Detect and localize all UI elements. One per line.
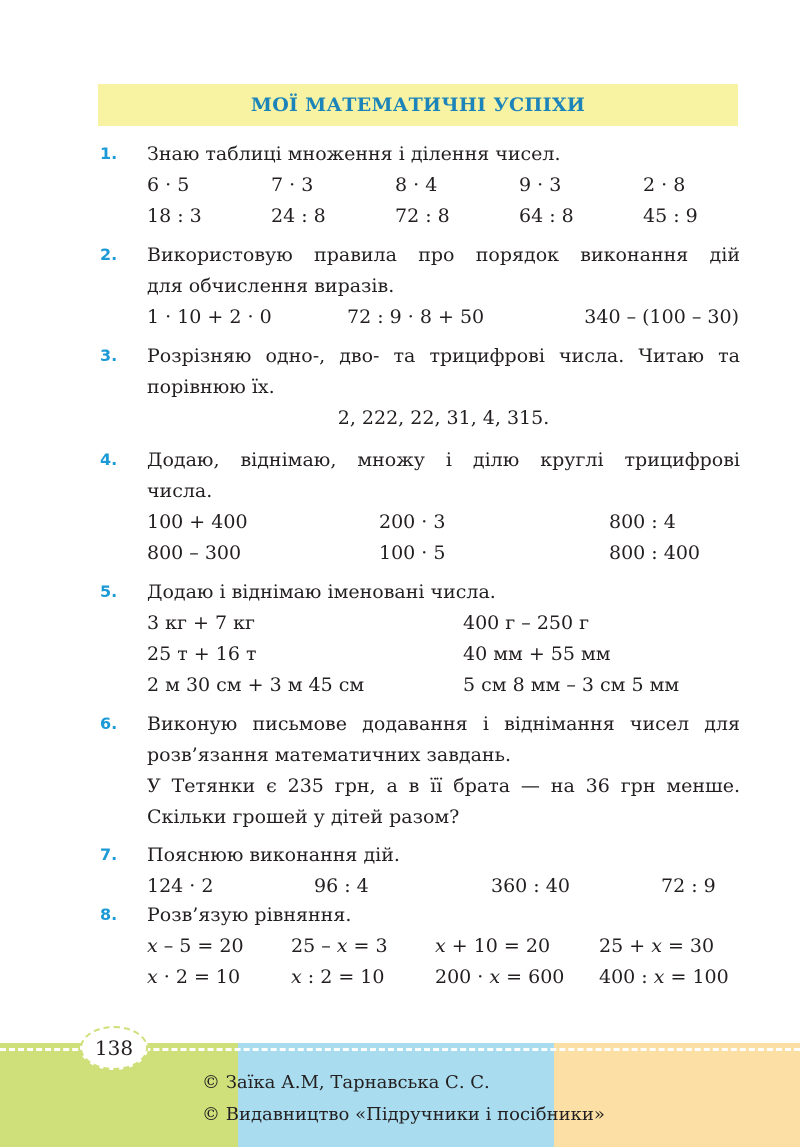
expression: 40 мм + 55 мм bbox=[463, 643, 611, 665]
copyright-authors: © Заїка А.М, Тарнавська С. С. bbox=[202, 1072, 490, 1093]
footer-band-peach bbox=[554, 1043, 800, 1147]
task-text: порівнюю їх. bbox=[147, 376, 275, 398]
expression: 72 : 9 bbox=[661, 875, 716, 897]
equation: x – 5 = 20 bbox=[147, 935, 244, 957]
expression: 800 : 400 bbox=[609, 542, 701, 564]
task-number: 4. bbox=[100, 450, 118, 469]
section-title-bar bbox=[98, 84, 738, 126]
task-text: розв’язання математичних завдань. bbox=[147, 744, 511, 766]
page-number: 138 bbox=[80, 1026, 148, 1070]
equation: 25 + x = 30 bbox=[599, 935, 715, 957]
task-text: для обчислення виразів. bbox=[147, 275, 395, 297]
expression: 400 г – 250 г bbox=[463, 612, 590, 634]
expression: 24 : 8 bbox=[271, 205, 326, 227]
expression: 800 : 4 bbox=[609, 511, 676, 533]
task-7 bbox=[100, 840, 740, 902]
equation: 25 – x = 3 bbox=[291, 935, 388, 957]
expression: 100 + 400 bbox=[147, 511, 248, 533]
expression: 2 м 30 см + 3 м 45 см bbox=[147, 674, 365, 696]
footer-band-blue bbox=[238, 1043, 554, 1147]
equation: x · 2 = 10 bbox=[147, 966, 241, 988]
task-1 bbox=[100, 139, 740, 232]
task-number: 5. bbox=[100, 582, 118, 601]
section-title: МОЇ МАТЕМАТИЧНІ УСПІХИ bbox=[250, 94, 586, 116]
task-number: 6. bbox=[100, 714, 118, 733]
expression: 45 : 9 bbox=[643, 205, 698, 227]
expression: 72 : 9 · 8 + 50 bbox=[347, 306, 485, 328]
task-number: 1. bbox=[100, 144, 118, 163]
task-text: Розрізняю одно-, дво- та трицифрові числа. Читаю та bbox=[147, 345, 740, 367]
expression: 5 см 8 мм – 3 см 5 мм bbox=[463, 674, 680, 696]
expression: 800 – 300 bbox=[147, 542, 242, 564]
task-text: Додаю, віднімаю, множу і ділю круглі трицифрові bbox=[147, 449, 740, 471]
task-3 bbox=[100, 341, 740, 434]
task-8 bbox=[100, 900, 740, 993]
task-text: Пояснюю виконання дій. bbox=[147, 844, 400, 866]
equation: 400 : x = 100 bbox=[599, 966, 729, 988]
expression: 360 : 40 bbox=[491, 875, 570, 897]
expression: 18 : 3 bbox=[147, 205, 202, 227]
task-number: 7. bbox=[100, 845, 118, 864]
expression: 200 · 3 bbox=[379, 511, 446, 533]
expression: 340 – (100 – 30) bbox=[584, 306, 739, 328]
expression: 8 · 4 bbox=[395, 174, 438, 196]
expression: 2 · 8 bbox=[643, 174, 686, 196]
expression: 6 · 5 bbox=[147, 174, 190, 196]
word-problem: Скільки грошей у дітей разом? bbox=[147, 806, 460, 828]
expression: 72 : 8 bbox=[395, 205, 450, 227]
equation: x + 10 = 20 bbox=[435, 935, 551, 957]
equation: x : 2 = 10 bbox=[291, 966, 385, 988]
number-list: 2, 222, 22, 31, 4, 315. bbox=[337, 407, 550, 429]
expression: 100 · 5 bbox=[379, 542, 446, 564]
task-text: Розв’язую рівняння. bbox=[147, 904, 352, 926]
expression: 9 · 3 bbox=[519, 174, 562, 196]
expression: 3 кг + 7 кг bbox=[147, 612, 255, 634]
expression: 25 т + 16 т bbox=[147, 643, 257, 665]
task-5 bbox=[100, 577, 740, 701]
task-6 bbox=[100, 709, 740, 833]
copyright-publisher: © Видавництво «Підручники і посібники» bbox=[202, 1104, 605, 1125]
expression: 64 : 8 bbox=[519, 205, 574, 227]
task-number: 8. bbox=[100, 905, 118, 924]
expression: 1 · 10 + 2 · 0 bbox=[147, 306, 272, 328]
expression: 96 : 4 bbox=[314, 875, 369, 897]
task-text: Виконую письмове додавання і віднімання чисел для bbox=[147, 713, 740, 735]
task-2 bbox=[100, 240, 740, 333]
task-text: Використовую правила про порядок виконання дій bbox=[147, 244, 740, 266]
task-text: Додаю і віднімаю іменовані числа. bbox=[147, 581, 496, 603]
task-text: Знаю таблиці множення і ділення чисел. bbox=[147, 143, 561, 165]
task-number: 2. bbox=[100, 245, 118, 264]
task-text: числа. bbox=[147, 480, 213, 502]
equation: 200 · x = 600 bbox=[435, 966, 565, 988]
task-4 bbox=[100, 445, 740, 569]
expression: 7 · 3 bbox=[271, 174, 314, 196]
word-problem: У Тетянки є 235 грн, а в її брата — на 36 грн менше. bbox=[147, 775, 740, 797]
expression: 124 · 2 bbox=[147, 875, 214, 897]
task-number: 3. bbox=[100, 346, 118, 365]
